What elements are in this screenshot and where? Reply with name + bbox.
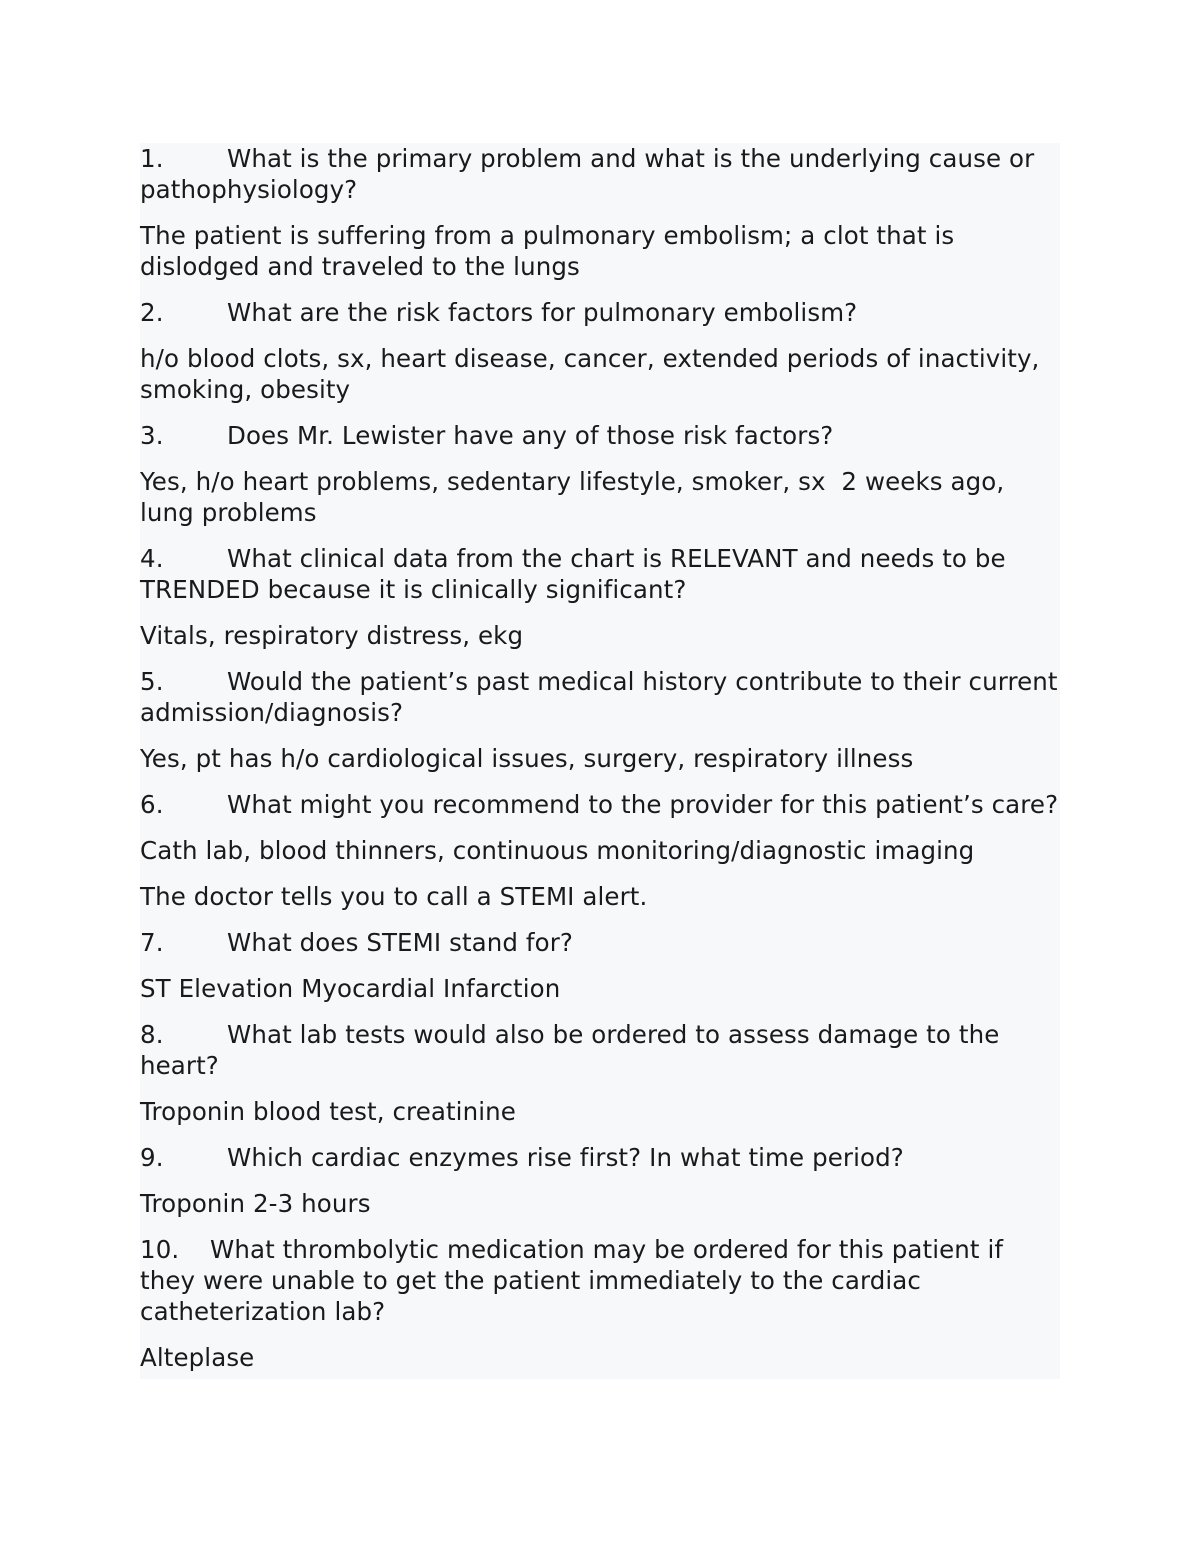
question-text: Does Mr. Lewister have any of those risk factors?	[227, 421, 834, 450]
answer-9: Troponin 2-3 hours	[140, 1189, 371, 1218]
question-text: What are the risk factors for pulmonary embolism?	[227, 298, 858, 327]
question-text: What might you recommend to the provider for this patient’s care?	[227, 790, 1059, 819]
question-5	[140, 666, 1060, 728]
question-text: Which cardiac enzymes rise first? In what time period?	[227, 1143, 904, 1172]
answer-6: Cath lab, blood thinners, continuous monitoring/diagnostic imaging	[140, 836, 975, 865]
question-number: 3.	[140, 421, 164, 450]
answer-8: Troponin blood test, creatinine	[140, 1097, 516, 1126]
scenario-note: The doctor tells you to call a STEMI alert.	[140, 882, 648, 911]
question-text: Would the patient’s past medical history contribute to their current admission/diagnosis?	[140, 667, 1058, 727]
question-text: What is the primary problem and what is the underlying cause or pathophysiology?	[140, 144, 1035, 204]
question-9	[140, 1142, 1060, 1173]
question-number: 10.	[140, 1235, 180, 1264]
question-4	[140, 543, 1060, 605]
question-1	[140, 143, 1060, 205]
question-2	[140, 297, 1060, 328]
answer-3: Yes, h/o heart problems, sedentary lifestyle, smoker, sx 2 weeks ago, lung problems	[140, 467, 1013, 527]
question-6	[140, 789, 1060, 820]
document-body	[140, 143, 1060, 1379]
question-text: What thrombolytic medication may be ordered for this patient if they were unable to get the patient immediately to the cardiac catheterization lab?	[140, 1235, 1004, 1326]
question-number: 2.	[140, 298, 164, 327]
question-text: What does STEMI stand for?	[227, 928, 574, 957]
answer-1: The patient is suffering from a pulmonary embolism; a clot that is dislodged and traveled to the lungs	[140, 221, 955, 281]
question-number: 7.	[140, 928, 164, 957]
question-8	[140, 1019, 1060, 1081]
question-text: What lab tests would also be ordered to assess damage to the heart?	[140, 1020, 1000, 1080]
question-number: 5.	[140, 667, 164, 696]
question-number: 9.	[140, 1143, 164, 1172]
question-3	[140, 420, 1060, 451]
answer-2: h/o blood clots, sx, heart disease, cancer, extended periods of inactivity, smoking, obesity	[140, 344, 1040, 404]
question-number: 6.	[140, 790, 164, 819]
question-text: What clinical data from the chart is RELEVANT and needs to be TRENDED because it is clinically significant?	[140, 544, 1006, 604]
question-number: 4.	[140, 544, 164, 573]
question-number: 8.	[140, 1020, 164, 1049]
answer-7: ST Elevation Myocardial Infarction	[140, 974, 561, 1003]
question-10	[140, 1234, 1060, 1327]
question-number: 1.	[140, 144, 164, 173]
answer-10: Alteplase	[140, 1343, 255, 1372]
answer-5: Yes, pt has h/o cardiological issues, surgery, respiratory illness	[140, 744, 914, 773]
question-7	[140, 927, 1060, 958]
answer-4: Vitals, respiratory distress, ekg	[140, 621, 524, 650]
